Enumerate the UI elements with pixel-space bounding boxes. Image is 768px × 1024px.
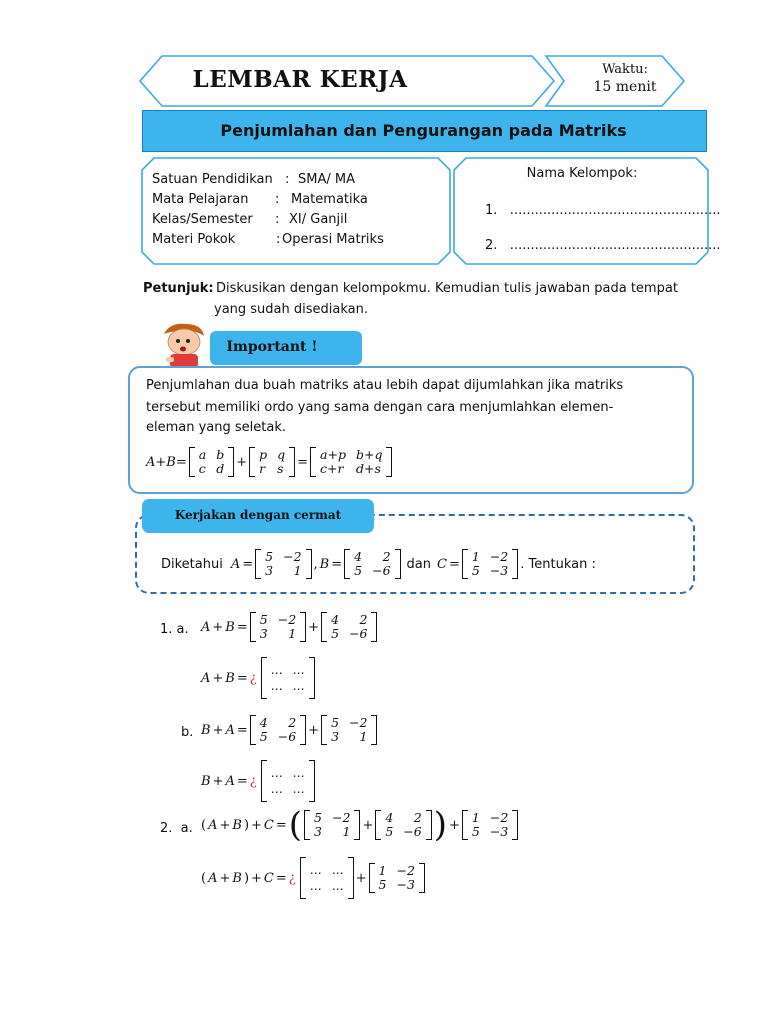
info-row-class: Kelas/Semester : XI/ Ganjil (152, 212, 348, 227)
q1b-matrix-a: 5 −2 3 1 (321, 715, 377, 745)
important-badge-label: Important ! (226, 339, 318, 355)
q2a-matrix-a: 5 −2 3 1 (304, 810, 360, 840)
matrix-ab: a b c d (189, 447, 234, 477)
q1a-answer: A + B = ¿ ... ... ... ... (201, 657, 315, 699)
q1b-matrix-b: 4 2 5 −6 (250, 715, 306, 745)
group-title: Nama Kelompok: (526, 166, 638, 181)
info-row-school: Satuan Pendidikan : SMA/ MA (152, 172, 355, 187)
important-text-line-2: tersebut memiliki ordo yang sama dengan cara menjumlahkan elemen- (146, 400, 614, 415)
q1-number: 1. a. (160, 622, 189, 637)
q1a-matrix-b: 4 2 5 −6 (321, 612, 377, 642)
q2-number: 2. a. (160, 821, 193, 836)
formula-lhs: A+B= (146, 454, 187, 470)
important-text-line-1: Penjumlahan dua buah matriks atau lebih dapat dijumlahkan jika matriks (146, 378, 624, 393)
time-value: 15 menit (593, 79, 657, 95)
q2a-answer-matrix-c: 1 −2 5 −3 (369, 863, 425, 893)
group-member-2: 2. ................................................... (485, 238, 721, 253)
given-matrices: Diketahui A = 5 −2 3 1 , B = 4 2 5 −6 dan C = 1 −2 5 −3 . Tentukan : (161, 549, 596, 578)
instructions-label: Petunjuk: (143, 281, 214, 296)
instructions-line-1: Diskusikan dengan kelompokmu. Kemudian tulis jawaban pada tempat (216, 281, 678, 296)
q1b-answer: B + A = ¿ ... ... ... ... (201, 760, 315, 802)
info-row-subject: Mata Pelajaran : Matematika (152, 192, 368, 207)
q1a-answer-matrix[interactable]: ... ... ... ... (261, 657, 315, 699)
info-rows (152, 172, 384, 252)
matrix-b: 4 2 5 −6 (344, 549, 400, 579)
topic-title: Penjumlahan dan Pengurangan pada Matriks (220, 121, 627, 140)
q1b-equation: B + A = 4 2 5 −6 + 5 −2 3 1 (201, 715, 377, 745)
cartoon-boy-illustration (156, 320, 214, 372)
group-member-1: 1. ................................................... (485, 203, 721, 218)
q1a-matrix-a: 5 −2 3 1 (250, 612, 306, 642)
q2a-equation: ( A + B ) + C = ( 5 −2 3 1 + 4 2 5 −6 ) + 1 −2 5 −3 (201, 810, 518, 840)
matrix-c: 1 −2 5 −3 (462, 549, 518, 579)
instructions-line-2: yang sudah disediakan. (214, 302, 368, 317)
matrix-pq: p q r s (249, 447, 295, 477)
given-label: Diketahui (161, 556, 223, 572)
page-title: LEMBAR KERJA (192, 66, 408, 93)
addition-formula: A+B= a b c d + p q r s = a+p b+q c+r d+s (146, 447, 392, 477)
q2a-answer-matrix[interactable]: ... ... ... ... (300, 857, 354, 899)
and-label: dan (406, 556, 431, 572)
q1b-answer-matrix[interactable]: ... ... ... ... (261, 760, 315, 802)
q2a-matrix-b: 4 2 5 −6 (375, 810, 431, 840)
matrix-a: 5 −2 3 1 (255, 549, 311, 579)
task-badge-label: Kerjakan dengan cermat (174, 508, 342, 522)
q2a-answer: ( A + B ) + C = ¿ ... ... ... ... + 1 −2 5 −3 (201, 857, 425, 899)
matrix-sum: a+p b+q c+r d+s (310, 447, 392, 477)
q1b-label: b. (181, 725, 194, 740)
q2a-matrix-c: 1 −2 5 −3 (462, 810, 518, 840)
important-text-line-3: eleman yang seletak. (146, 420, 286, 435)
q1a-equation: A + B = 5 −2 3 1 + 4 2 5 −6 (201, 612, 377, 642)
time-label: Waktu: (602, 62, 648, 77)
task-instruction: . Tentukan : (520, 556, 596, 572)
info-row-topic: Materi Pokok : Operasi Matriks (152, 232, 384, 247)
